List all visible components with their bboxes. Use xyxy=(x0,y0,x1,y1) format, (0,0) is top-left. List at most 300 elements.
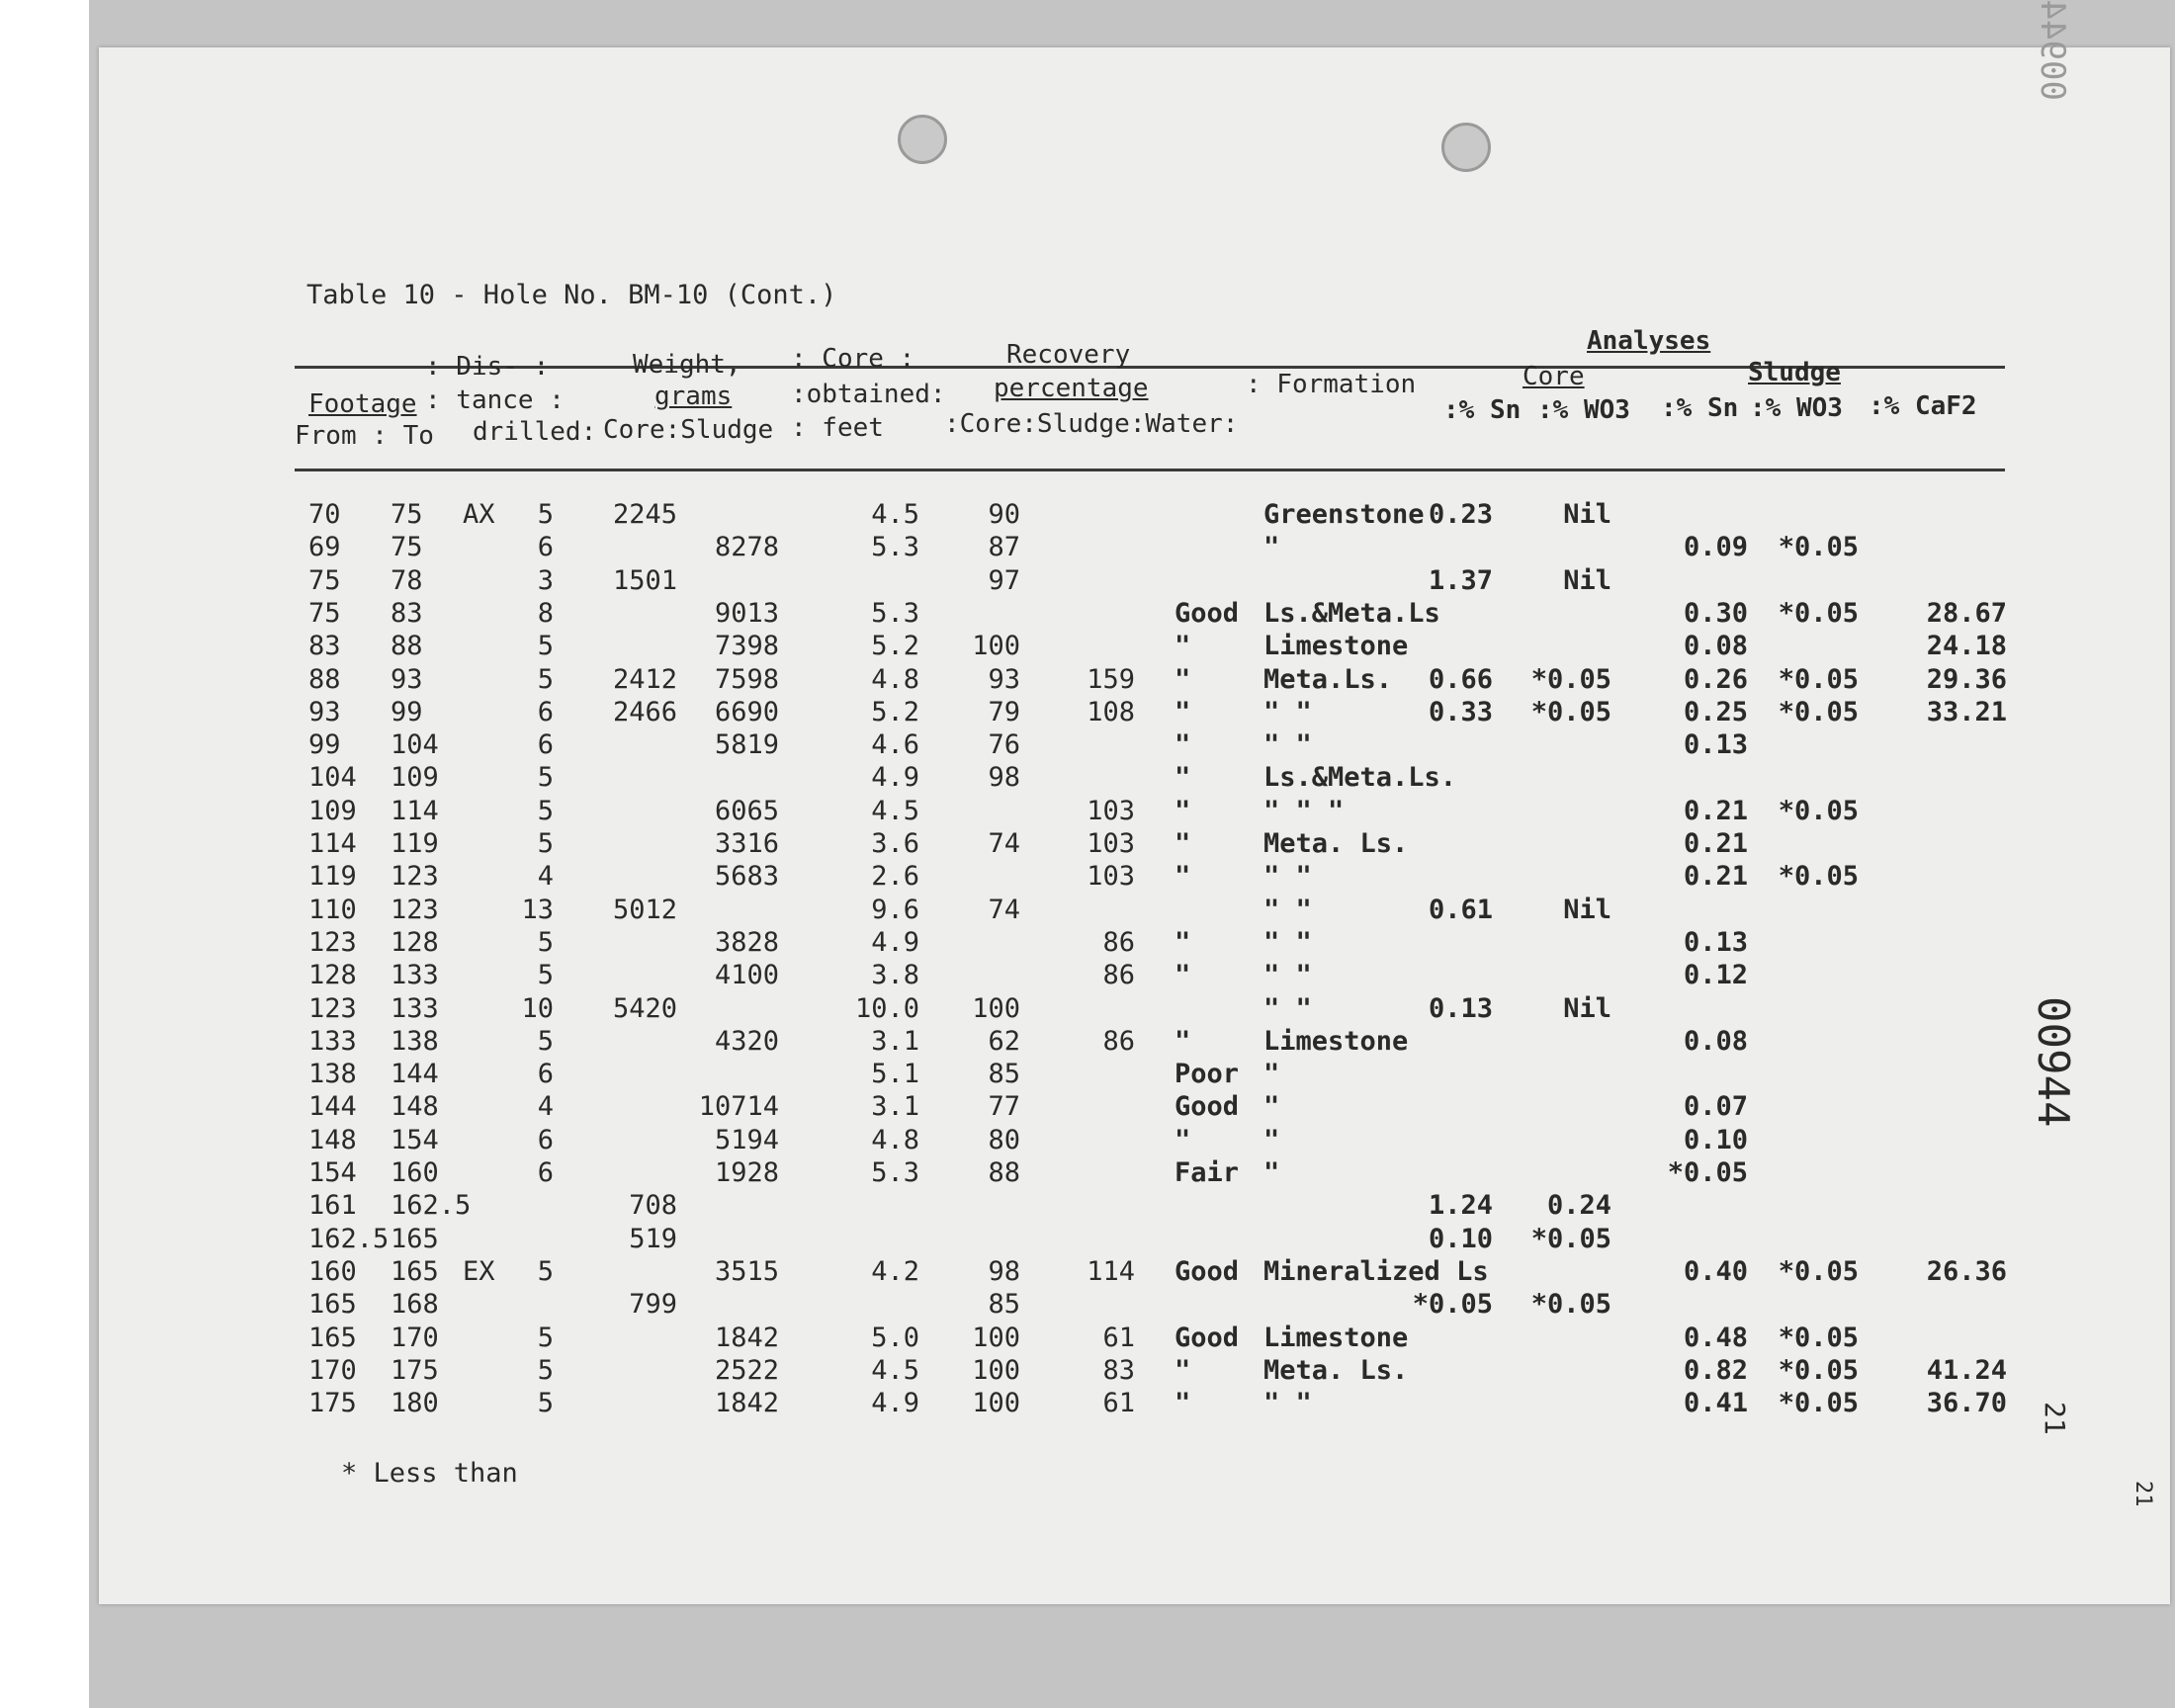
cell-sludge-sn: 0.10 xyxy=(1683,1124,1748,1155)
cell-core-sn: 0.10 xyxy=(1428,1223,1493,1254)
cell-recovery-core: 98 xyxy=(988,1255,1020,1287)
cell-caf2: 29.36 xyxy=(1926,663,2007,695)
cell-sludge-wo3: *0.05 xyxy=(1778,1388,1859,1419)
cell-recovery-water: " xyxy=(1174,663,1191,695)
cell-caf2: 41.24 xyxy=(1926,1354,2007,1386)
cell-sludge-sn: 0.08 xyxy=(1683,631,1748,662)
cell-formation: Ls.&Meta.Ls. xyxy=(1263,762,1457,794)
cell-to: 78 xyxy=(391,564,423,596)
cell-from: 154 xyxy=(308,1157,357,1188)
cell-to: 144 xyxy=(391,1059,439,1090)
scan-margin xyxy=(0,0,89,1708)
cell-sludge-sn: 0.21 xyxy=(1683,861,1748,893)
cell-distance: 6 xyxy=(537,696,554,727)
cell-from: 109 xyxy=(308,795,357,826)
cell-weight-sludge: 1842 xyxy=(714,1388,779,1419)
cell-weight-core: 2412 xyxy=(612,663,677,695)
cell-recovery-water: " xyxy=(1174,762,1191,794)
cell-recovery-sludge: 103 xyxy=(1087,828,1135,859)
cell-recovery-core: 76 xyxy=(988,729,1020,761)
cell-distance: 5 xyxy=(537,762,554,794)
cell-recovery-water: " xyxy=(1174,1354,1191,1386)
cell-recovery-core: 98 xyxy=(988,762,1020,794)
cell-core-sn: *0.05 xyxy=(1412,1289,1493,1321)
cell-weight-core: 519 xyxy=(629,1223,677,1254)
cell-weight-sludge: 3828 xyxy=(714,926,779,958)
cell-sludge-sn: 0.21 xyxy=(1683,795,1748,826)
cell-recovery-water: Good xyxy=(1174,1322,1240,1353)
cell-formation: " " xyxy=(1263,696,1312,727)
cell-from: 69 xyxy=(308,532,341,563)
cell-formation: " " " xyxy=(1263,795,1345,826)
cell-recovery-water: Fair xyxy=(1174,1157,1240,1188)
cell-recovery-core: 100 xyxy=(972,1388,1020,1419)
cell-core-feet: 9.6 xyxy=(871,894,919,925)
cell-from: 165 xyxy=(308,1289,357,1321)
cell-sludge-sn: 0.13 xyxy=(1683,926,1748,958)
cell-weight-core: 708 xyxy=(629,1190,677,1222)
cell-formation: Meta.Ls. xyxy=(1263,663,1393,695)
cell-recovery-water: " xyxy=(1174,1388,1191,1419)
cell-core-feet: 4.5 xyxy=(871,1354,919,1386)
cell-formation: " " xyxy=(1263,894,1312,925)
page-number: 21 xyxy=(2039,1402,2071,1435)
cell-distance: 5 xyxy=(537,1354,554,1386)
cell-from: 133 xyxy=(308,1025,357,1057)
cell-core-feet: 4.8 xyxy=(871,663,919,695)
cell-weight-sludge: 4320 xyxy=(714,1025,779,1057)
cell-sludge-wo3: *0.05 xyxy=(1778,1322,1859,1353)
cell-recovery-sludge: 83 xyxy=(1102,1354,1135,1386)
cell-formation: Limestone xyxy=(1263,631,1409,662)
cell-to: 154 xyxy=(391,1124,439,1155)
cell-distance: 5 xyxy=(537,1255,554,1287)
header-core-analyses: Core xyxy=(1522,362,1585,391)
cell-core-feet: 5.0 xyxy=(871,1322,919,1353)
cell-sludge-sn: 0.21 xyxy=(1683,828,1748,859)
header-core-sludge-weight: Core:Sludge xyxy=(603,415,774,445)
header-recovery: Recovery xyxy=(1006,340,1131,370)
cell-recovery-water: Good xyxy=(1174,597,1240,629)
cell-from: 75 xyxy=(308,597,341,629)
cell-recovery-water: " xyxy=(1174,926,1191,958)
cell-core-feet: 4.6 xyxy=(871,729,919,761)
cell-core-sn: 0.13 xyxy=(1428,992,1493,1024)
cell-core-wo3: *0.05 xyxy=(1530,663,1611,695)
header-formation: : Formation xyxy=(1246,370,1417,399)
cell-from: 161 xyxy=(308,1190,357,1222)
cell-sludge-wo3: *0.05 xyxy=(1778,861,1859,893)
cell-recovery-sludge: 86 xyxy=(1102,960,1135,991)
cell-recovery-core: 80 xyxy=(988,1124,1020,1155)
header-rule xyxy=(295,469,2005,471)
cell-sludge-sn: 0.41 xyxy=(1683,1388,1748,1419)
cell-from: 138 xyxy=(308,1059,357,1090)
cell-distance: 5 xyxy=(537,960,554,991)
cell-sludge-sn: 0.40 xyxy=(1683,1255,1748,1287)
cell-distance: 6 xyxy=(537,1157,554,1188)
cell-recovery-sludge: 86 xyxy=(1102,926,1135,958)
cell-to: 138 xyxy=(391,1025,439,1057)
cell-core-sn: 0.66 xyxy=(1428,663,1493,695)
cell-formation: Meta. Ls. xyxy=(1263,828,1409,859)
header-analyses: Analyses xyxy=(1587,326,1711,356)
cell-core-feet: 4.9 xyxy=(871,926,919,958)
cell-recovery-water: Poor xyxy=(1174,1059,1240,1090)
cell-core-wo3: Nil xyxy=(1563,992,1611,1024)
cell-sludge-wo3: *0.05 xyxy=(1778,663,1859,695)
cell-sludge-sn: 0.82 xyxy=(1683,1354,1748,1386)
cell-from: 144 xyxy=(308,1091,357,1123)
cell-core-feet: 4.9 xyxy=(871,1388,919,1419)
cell-recovery-water: " xyxy=(1174,861,1191,893)
cell-formation: Meta. Ls. xyxy=(1263,1354,1409,1386)
cell-to: 99 xyxy=(391,696,423,727)
cell-formation: Greenstone xyxy=(1263,499,1425,530)
cell-recovery-core: 100 xyxy=(972,1322,1020,1353)
cell-distance: 3 xyxy=(537,564,554,596)
cell-caf2: 33.21 xyxy=(1926,696,2007,727)
cell-from: 119 xyxy=(308,861,357,893)
cell-core-feet: 5.2 xyxy=(871,631,919,662)
cell-sludge-sn: 0.48 xyxy=(1683,1322,1748,1353)
cell-recovery-sludge: 61 xyxy=(1102,1388,1135,1419)
cell-recovery-core: 85 xyxy=(988,1289,1020,1321)
cell-formation: " " xyxy=(1263,1388,1312,1419)
footnote: * Less than xyxy=(341,1458,518,1489)
cell-core-feet: 5.3 xyxy=(871,1157,919,1188)
faint-top-stamp: 00944 xyxy=(2033,0,2072,101)
cell-distance: 6 xyxy=(537,532,554,563)
cell-distance: 5 xyxy=(537,499,554,530)
cell-weight-sludge: 5819 xyxy=(714,729,779,761)
cell-core-sn: 0.33 xyxy=(1428,696,1493,727)
cell-sludge-sn: 0.30 xyxy=(1683,597,1748,629)
cell-formation: " " xyxy=(1263,729,1312,761)
header-obtained: :obtained: xyxy=(791,380,946,409)
cell-to: 93 xyxy=(391,663,423,695)
cell-weight-sludge: 3515 xyxy=(714,1255,779,1287)
header-from-to: From : To xyxy=(295,421,434,451)
cell-core-wo3: Nil xyxy=(1563,894,1611,925)
cell-formation: " " xyxy=(1263,992,1312,1024)
cell-core-sn: 0.23 xyxy=(1428,499,1493,530)
cell-distance: 13 xyxy=(521,894,554,925)
cell-from: 123 xyxy=(308,926,357,958)
cell-core-wo3: *0.05 xyxy=(1530,1223,1611,1254)
cell-from: 93 xyxy=(308,696,341,727)
header-tance: : tance : xyxy=(425,385,565,415)
cell-formation: " xyxy=(1263,1124,1280,1155)
cell-bit: AX xyxy=(463,499,495,530)
cell-core-feet: 2.6 xyxy=(871,861,919,893)
cell-sludge-sn: 0.25 xyxy=(1683,696,1748,727)
cell-from: 75 xyxy=(308,564,341,596)
cell-core-feet: 5.3 xyxy=(871,597,919,629)
cell-weight-core: 1501 xyxy=(612,564,677,596)
cell-recovery-core: 100 xyxy=(972,1354,1020,1386)
cell-recovery-core: 77 xyxy=(988,1091,1020,1123)
cell-from: 123 xyxy=(308,992,357,1024)
cell-from: 110 xyxy=(308,894,357,925)
cell-distance: 5 xyxy=(537,1322,554,1353)
cell-from: 88 xyxy=(308,663,341,695)
cell-distance: 5 xyxy=(537,828,554,859)
cell-core-feet: 5.3 xyxy=(871,532,919,563)
cell-sludge-sn: 0.08 xyxy=(1683,1025,1748,1057)
cell-distance: 6 xyxy=(537,729,554,761)
cell-recovery-sludge: 159 xyxy=(1087,663,1135,695)
cell-recovery-core: 100 xyxy=(972,631,1020,662)
cell-from: 114 xyxy=(308,828,357,859)
cell-caf2: 36.70 xyxy=(1926,1388,2007,1419)
cell-sludge-sn: *0.05 xyxy=(1667,1157,1748,1188)
cell-core-feet: 3.8 xyxy=(871,960,919,991)
cell-recovery-core: 100 xyxy=(972,992,1020,1024)
cell-core-feet: 4.9 xyxy=(871,762,919,794)
cell-core-wo3: *0.05 xyxy=(1530,696,1611,727)
cell-core-sn: 0.61 xyxy=(1428,894,1493,925)
cell-formation: Ls.&Meta.Ls xyxy=(1263,597,1440,629)
cell-formation: " xyxy=(1263,1091,1280,1123)
cell-distance: 5 xyxy=(537,663,554,695)
cell-core-wo3: Nil xyxy=(1563,499,1611,530)
cell-to: 119 xyxy=(391,828,439,859)
cell-to: 75 xyxy=(391,532,423,563)
cell-to: 83 xyxy=(391,597,423,629)
cell-from: 104 xyxy=(308,762,357,794)
cell-to: 162.5 xyxy=(391,1190,472,1222)
cell-core-wo3: Nil xyxy=(1563,564,1611,596)
cell-weight-sludge: 9013 xyxy=(714,597,779,629)
cell-to: 133 xyxy=(391,960,439,991)
cell-recovery-water: " xyxy=(1174,828,1191,859)
cell-recovery-sludge: 114 xyxy=(1087,1255,1135,1287)
cell-weight-sludge: 10714 xyxy=(698,1091,779,1123)
cell-distance: 5 xyxy=(537,1025,554,1057)
cell-weight-sludge: 5194 xyxy=(714,1124,779,1155)
cell-core-sn: 1.37 xyxy=(1428,564,1493,596)
cell-recovery-core: 74 xyxy=(988,894,1020,925)
cell-sludge-sn: 0.12 xyxy=(1683,960,1748,991)
cell-sludge-wo3: *0.05 xyxy=(1778,1354,1859,1386)
cell-to: 170 xyxy=(391,1322,439,1353)
cell-to: 180 xyxy=(391,1388,439,1419)
cell-distance: 10 xyxy=(521,992,554,1024)
cell-formation: " xyxy=(1263,1059,1280,1090)
cell-sludge-wo3: *0.05 xyxy=(1778,795,1859,826)
cell-formation: " " xyxy=(1263,861,1312,893)
cell-to: 123 xyxy=(391,861,439,893)
cell-formation: " " xyxy=(1263,960,1312,991)
cell-recovery-core: 62 xyxy=(988,1025,1020,1057)
cell-recovery-water: " xyxy=(1174,729,1191,761)
cell-from: 162.5 xyxy=(308,1223,390,1254)
header-dis: : Dis- : xyxy=(425,352,550,382)
cell-from: 148 xyxy=(308,1124,357,1155)
cell-core-wo3: *0.05 xyxy=(1530,1289,1611,1321)
cell-recovery-core: 85 xyxy=(988,1059,1020,1090)
cell-core-feet: 5.2 xyxy=(871,696,919,727)
cell-weight-core: 2245 xyxy=(612,499,677,530)
document-page xyxy=(99,0,2170,1604)
cell-recovery-sludge: 103 xyxy=(1087,795,1135,826)
cell-recovery-core: 90 xyxy=(988,499,1020,530)
cell-weight-core: 5420 xyxy=(612,992,677,1024)
cell-to: 168 xyxy=(391,1289,439,1321)
cell-weight-core: 5012 xyxy=(612,894,677,925)
cell-weight-sludge: 5683 xyxy=(714,861,779,893)
cell-caf2: 26.36 xyxy=(1926,1255,2007,1287)
header-feet: : feet xyxy=(791,413,884,443)
table-title: Table 10 - Hole No. BM-10 (Cont.) xyxy=(306,280,837,310)
cell-distance: 6 xyxy=(537,1124,554,1155)
cell-to: 123 xyxy=(391,894,439,925)
header-core-wo3: :% WO3 xyxy=(1537,395,1630,425)
cell-recovery-water: " xyxy=(1174,696,1191,727)
cell-recovery-water: " xyxy=(1174,1025,1191,1057)
cell-caf2: 24.18 xyxy=(1926,631,2007,662)
cell-core-wo3: 0.24 xyxy=(1546,1190,1611,1222)
cell-distance: 5 xyxy=(537,926,554,958)
cell-core-feet: 3.1 xyxy=(871,1091,919,1123)
cell-recovery-water: " xyxy=(1174,1124,1191,1155)
punch-hole xyxy=(1441,123,1491,172)
cell-recovery-water: " xyxy=(1174,795,1191,826)
cell-sludge-wo3: *0.05 xyxy=(1778,597,1859,629)
cell-formation: Limestone xyxy=(1263,1025,1409,1057)
header-core-sn: :% Sn xyxy=(1443,395,1522,425)
cell-from: 175 xyxy=(308,1388,357,1419)
side-stamp: 00944 xyxy=(2028,996,2078,1128)
header-sludge-analyses: Sludge xyxy=(1748,358,1841,387)
cell-core-feet: 3.1 xyxy=(871,1025,919,1057)
header-weight: Weight, xyxy=(633,350,741,380)
cell-from: 99 xyxy=(308,729,341,761)
cell-from: 160 xyxy=(308,1255,357,1287)
cell-formation: Limestone xyxy=(1263,1322,1409,1353)
edge-page-number: 21 xyxy=(2131,1481,2155,1507)
cell-to: 148 xyxy=(391,1091,439,1123)
cell-to: 165 xyxy=(391,1223,439,1254)
cell-weight-sludge: 4100 xyxy=(714,960,779,991)
cell-recovery-core: 88 xyxy=(988,1157,1020,1188)
cell-distance: 5 xyxy=(537,631,554,662)
cell-to: 104 xyxy=(391,729,439,761)
cell-to: 114 xyxy=(391,795,439,826)
header-percentage: percentage xyxy=(994,374,1149,403)
cell-distance: 4 xyxy=(537,861,554,893)
cell-sludge-sn: 0.07 xyxy=(1683,1091,1748,1123)
cell-weight-sludge: 2522 xyxy=(714,1354,779,1386)
cell-from: 170 xyxy=(308,1354,357,1386)
cell-recovery-core: 93 xyxy=(988,663,1020,695)
header-drilled: drilled: xyxy=(473,417,597,447)
cell-core-feet: 5.1 xyxy=(871,1059,919,1090)
cell-recovery-water: Good xyxy=(1174,1255,1240,1287)
cell-distance: 5 xyxy=(537,795,554,826)
cell-distance: 4 xyxy=(537,1091,554,1123)
cell-distance: 5 xyxy=(537,1388,554,1419)
header-sludge-wo3: :% WO3 xyxy=(1750,393,1843,423)
cell-sludge-wo3: *0.05 xyxy=(1778,1255,1859,1287)
cell-sludge-sn: 0.13 xyxy=(1683,729,1748,761)
cell-caf2: 28.67 xyxy=(1926,597,2007,629)
cell-core-feet: 4.2 xyxy=(871,1255,919,1287)
header-sludge-sn: :% Sn xyxy=(1661,393,1739,423)
cell-core-feet: 4.5 xyxy=(871,499,919,530)
cell-from: 70 xyxy=(308,499,341,530)
cell-recovery-sludge: 108 xyxy=(1087,696,1135,727)
cell-weight-sludge: 3316 xyxy=(714,828,779,859)
cell-formation: " xyxy=(1263,532,1280,563)
header-grams: grams xyxy=(654,382,733,411)
cell-core-sn: 1.24 xyxy=(1428,1190,1493,1222)
cell-core-feet: 3.6 xyxy=(871,828,919,859)
cell-weight-sludge: 8278 xyxy=(714,532,779,563)
cell-recovery-core: 87 xyxy=(988,532,1020,563)
cell-from: 128 xyxy=(308,960,357,991)
cell-to: 88 xyxy=(391,631,423,662)
cell-bit: EX xyxy=(463,1255,495,1287)
cell-weight-sludge: 6065 xyxy=(714,795,779,826)
cell-formation: Mineralized Ls xyxy=(1263,1255,1489,1287)
cell-sludge-sn: 0.09 xyxy=(1683,532,1748,563)
cell-recovery-sludge: 61 xyxy=(1102,1322,1135,1353)
header-core: : Core : xyxy=(791,344,915,374)
cell-weight-sludge: 1842 xyxy=(714,1322,779,1353)
cell-to: 109 xyxy=(391,762,439,794)
cell-to: 75 xyxy=(391,499,423,530)
cell-sludge-wo3: *0.05 xyxy=(1778,532,1859,563)
cell-formation: " " xyxy=(1263,926,1312,958)
cell-recovery-core: 97 xyxy=(988,564,1020,596)
cell-recovery-sludge: 103 xyxy=(1087,861,1135,893)
cell-to: 160 xyxy=(391,1157,439,1188)
cell-sludge-sn: 0.26 xyxy=(1683,663,1748,695)
header-caf2: :% CaF2 xyxy=(1869,391,1977,421)
header-footage: Footage xyxy=(308,389,417,419)
cell-recovery-water: " xyxy=(1174,631,1191,662)
cell-formation: " xyxy=(1263,1157,1280,1188)
cell-weight-sludge: 1928 xyxy=(714,1157,779,1188)
cell-recovery-sludge: 86 xyxy=(1102,1025,1135,1057)
cell-recovery-core: 79 xyxy=(988,696,1020,727)
cell-to: 133 xyxy=(391,992,439,1024)
header-recovery-columns: :Core:Sludge:Water: xyxy=(944,409,1239,439)
cell-to: 175 xyxy=(391,1354,439,1386)
cell-core-feet: 4.8 xyxy=(871,1124,919,1155)
cell-core-feet: 4.5 xyxy=(871,795,919,826)
punch-hole xyxy=(898,115,947,164)
cell-weight-sludge: 6690 xyxy=(714,696,779,727)
cell-to: 128 xyxy=(391,926,439,958)
cell-from: 83 xyxy=(308,631,341,662)
cell-sludge-wo3: *0.05 xyxy=(1778,696,1859,727)
cell-to: 165 xyxy=(391,1255,439,1287)
cell-recovery-water: " xyxy=(1174,960,1191,991)
cell-weight-core: 2466 xyxy=(612,696,677,727)
cell-weight-core: 799 xyxy=(629,1289,677,1321)
cell-from: 165 xyxy=(308,1322,357,1353)
cell-weight-sludge: 7398 xyxy=(714,631,779,662)
cell-distance: 8 xyxy=(537,597,554,629)
cell-recovery-core: 74 xyxy=(988,828,1020,859)
cell-distance: 6 xyxy=(537,1059,554,1090)
cell-recovery-water: Good xyxy=(1174,1091,1240,1123)
cell-weight-sludge: 7598 xyxy=(714,663,779,695)
cell-core-feet: 10.0 xyxy=(854,992,919,1024)
